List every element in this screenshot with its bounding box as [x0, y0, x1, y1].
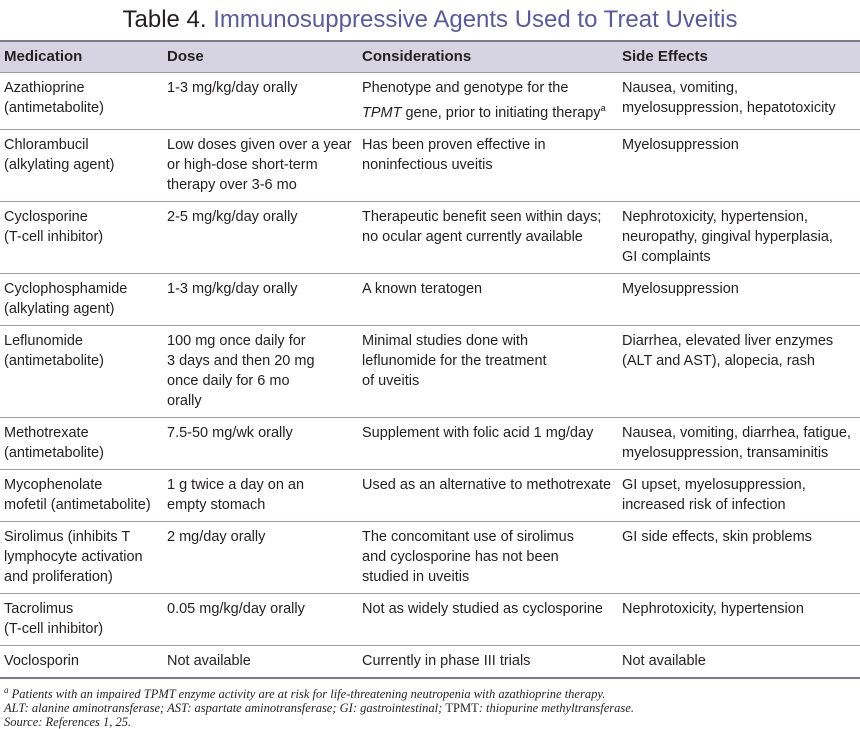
- cell-medication: [0, 273, 163, 325]
- cell-line: 1-3 mg/kg/day orally: [167, 80, 298, 96]
- cell-line: (alkylating agent): [4, 300, 115, 317]
- cell-line: Phenotype and genotype for the: [362, 80, 569, 96]
- cell-medication: [0, 469, 163, 521]
- cell-line: Low doses given over a year: [167, 136, 352, 153]
- cell-considerations: [358, 129, 618, 201]
- cell-line: 2 mg/day orally: [167, 528, 266, 545]
- cell-line: A known teratogen: [362, 280, 483, 297]
- cell-side-effects: [618, 201, 860, 273]
- cell-considerations: [358, 73, 618, 130]
- cell-considerations: [358, 469, 618, 521]
- header-medication: Medication: [0, 41, 163, 73]
- cell-side-effects: [618, 273, 860, 325]
- cell-considerations: [358, 645, 618, 678]
- cell-line: Nausea, vomiting, diarrhea, fatigue,: [622, 424, 851, 441]
- cell-medication: [0, 129, 163, 201]
- cell-line: 7.5-50 mg/wk orally: [167, 424, 293, 441]
- cell-line: empty stomach: [167, 496, 266, 513]
- cell-side-effects: [618, 129, 860, 201]
- cell-line: mofetil (antimetabolite): [4, 496, 151, 513]
- cell-line: The concomitant use of sirolimus: [362, 528, 574, 545]
- cell-side-effects: [618, 645, 860, 678]
- cell-line: Sirolimus (inhibits T: [4, 528, 131, 545]
- cell-line: Diarrhea, elevated liver enzymes: [622, 332, 834, 349]
- cell-line: 1 g twice a day on an: [167, 476, 305, 493]
- table-row: [0, 469, 860, 521]
- header-side-effects: Side Effects: [618, 41, 860, 73]
- cell-dose: [163, 201, 358, 273]
- cell-line: neuropathy, gingival hyperplasia,: [622, 228, 833, 245]
- table-title: [0, 0, 860, 40]
- cell-line: studied in uveitis: [362, 568, 470, 585]
- cell-line: GI upset, myelosuppression,: [622, 476, 806, 493]
- cell-considerations: [358, 417, 618, 469]
- cell-line: myelosuppression, hepatotoxicity: [622, 100, 836, 116]
- cell-line: Nephrotoxicity, hypertension,: [622, 208, 808, 225]
- cell-line: Mycophenolate: [4, 476, 103, 493]
- cell-considerations: [358, 593, 618, 645]
- cell-considerations: [358, 201, 618, 273]
- cell-line: orally: [167, 392, 202, 409]
- cell-line: (ALT and AST), alopecia, rash: [622, 352, 815, 369]
- cell-line: Cyclosporine: [4, 208, 88, 225]
- table-row: [0, 129, 860, 201]
- table-row: [0, 417, 860, 469]
- cell-dose: [163, 521, 358, 593]
- cell-dose: [163, 129, 358, 201]
- table-footnotes: [0, 679, 860, 729]
- cell-dose: [163, 593, 358, 645]
- cell-line: 2-5 mg/kg/day orally: [167, 208, 298, 225]
- cell-side-effects: [618, 325, 860, 417]
- cell-line: (antimetabolite): [4, 100, 104, 116]
- cell-side-effects: [618, 73, 860, 130]
- footnote-abbreviations: ALT: alanine aminotransferase; AST: aspartate aminotransferase; GI: gastrointestinal; TPMT: thiopurine methyltransferase.: [4, 700, 634, 715]
- cell-line: Has been proven effective in: [362, 136, 546, 153]
- table-row: [0, 593, 860, 645]
- header-dose: Dose: [163, 41, 358, 73]
- cell-line: Leflunomide: [4, 332, 83, 349]
- cell-medication: [0, 417, 163, 469]
- cell-line: 3 days and then 20 mg: [167, 352, 315, 369]
- cell-line: 1-3 mg/kg/day orally: [167, 280, 298, 297]
- cell-considerations: [358, 521, 618, 593]
- cell-considerations: [358, 325, 618, 417]
- table-row: [0, 201, 860, 273]
- cell-line: Used as an alternative to methotrexate: [362, 476, 612, 493]
- cell-line: (antimetabolite): [4, 352, 104, 369]
- cell-line: leflunomide for the treatment: [362, 352, 547, 369]
- cell-dose: [163, 417, 358, 469]
- cell-line: Voclosporin: [4, 652, 79, 669]
- cell-line: (T-cell inhibitor): [4, 620, 104, 637]
- cell-line: myelosuppression, transaminitis: [622, 444, 829, 461]
- cell-line: GI complaints: [622, 248, 711, 265]
- table-name: Immunosuppressive Agents Used to Treat Uveitis: [213, 6, 738, 33]
- cell-medication: [0, 201, 163, 273]
- cell-medication: [0, 73, 163, 130]
- cell-line: Minimal studies done with: [362, 332, 529, 349]
- cell-medication: [0, 521, 163, 593]
- cell-dose: [163, 469, 358, 521]
- cell-considerations: [358, 273, 618, 325]
- cell-line: Chlorambucil: [4, 136, 89, 153]
- cell-line: 100 mg once daily for: [167, 332, 306, 349]
- cell-side-effects: [618, 469, 860, 521]
- table-row: [0, 645, 860, 678]
- cell-line: Not as widely studied as cyclosporine: [362, 600, 603, 617]
- cell-line: lymphocyte activation: [4, 548, 143, 565]
- table-row: [0, 273, 860, 325]
- immunosuppressive-agents-table: [0, 40, 860, 679]
- cell-line: Cyclophosphamide: [4, 280, 128, 297]
- header-row: [0, 41, 860, 73]
- cell-line: and cyclosporine has not been: [362, 548, 559, 565]
- cell-side-effects: [618, 593, 860, 645]
- cell-line: increased risk of infection: [622, 496, 786, 513]
- cell-medication: [0, 325, 163, 417]
- cell-line: 0.05 mg/kg/day orally: [167, 600, 305, 617]
- cell-line: Nausea, vomiting,: [622, 80, 739, 96]
- cell-line: once daily for 6 mo: [167, 372, 290, 389]
- cell-line: and proliferation): [4, 568, 113, 585]
- cell-dose: [163, 273, 358, 325]
- cell-line: Nephrotoxicity, hypertension: [622, 600, 804, 617]
- cell-line: (T-cell inhibitor): [4, 228, 104, 245]
- cell-line: Supplement with folic acid 1 mg/day: [362, 424, 594, 441]
- footnote-source: Source: References 1, 25.: [4, 714, 132, 729]
- cell-line: no ocular agent currently available: [362, 228, 583, 245]
- table-number: Table 4.: [122, 6, 207, 33]
- cell-line: Myelosuppression: [622, 280, 739, 297]
- cell-line: Not available: [167, 652, 251, 669]
- cell-line: Methotrexate: [4, 424, 89, 441]
- table-row: [0, 325, 860, 417]
- cell-line: Therapeutic benefit seen within days;: [362, 208, 602, 225]
- cell-line: (antimetabolite): [4, 444, 104, 461]
- cell-side-effects: [618, 521, 860, 593]
- table-row: [0, 73, 860, 130]
- cell-dose: [163, 325, 358, 417]
- footnote-a: $^a$ Patients with an impaired TPMT enzyme activity are at risk for life-threatening neutropenia with azathioprine therapy.: [4, 684, 606, 701]
- cell-line: (alkylating agent): [4, 156, 115, 173]
- cell-line: Azathioprine: [4, 80, 85, 96]
- cell-line: or high-dose short-term: [167, 156, 318, 173]
- cell-line: Tacrolimus: [4, 600, 74, 617]
- cell-line: therapy over 3-6 mo: [167, 176, 297, 193]
- cell-medication: [0, 645, 163, 678]
- cell-line: Not available: [622, 652, 706, 669]
- cell-line: noninfectious uveitis: [362, 156, 493, 173]
- cell-line: Currently in phase III trials: [362, 652, 531, 669]
- cell-line: Myelosuppression: [622, 136, 739, 153]
- header-considerations: Considerations: [358, 41, 618, 73]
- cell-medication: [0, 593, 163, 645]
- cell-line: TPMT gene, prior to initiating therapy$^a$: [362, 103, 606, 121]
- cell-dose: [163, 73, 358, 130]
- cell-line: GI side effects, skin problems: [622, 528, 812, 545]
- cell-line: of uveitis: [362, 372, 420, 389]
- table-row: [0, 521, 860, 593]
- cell-dose: [163, 645, 358, 678]
- cell-side-effects: [618, 417, 860, 469]
